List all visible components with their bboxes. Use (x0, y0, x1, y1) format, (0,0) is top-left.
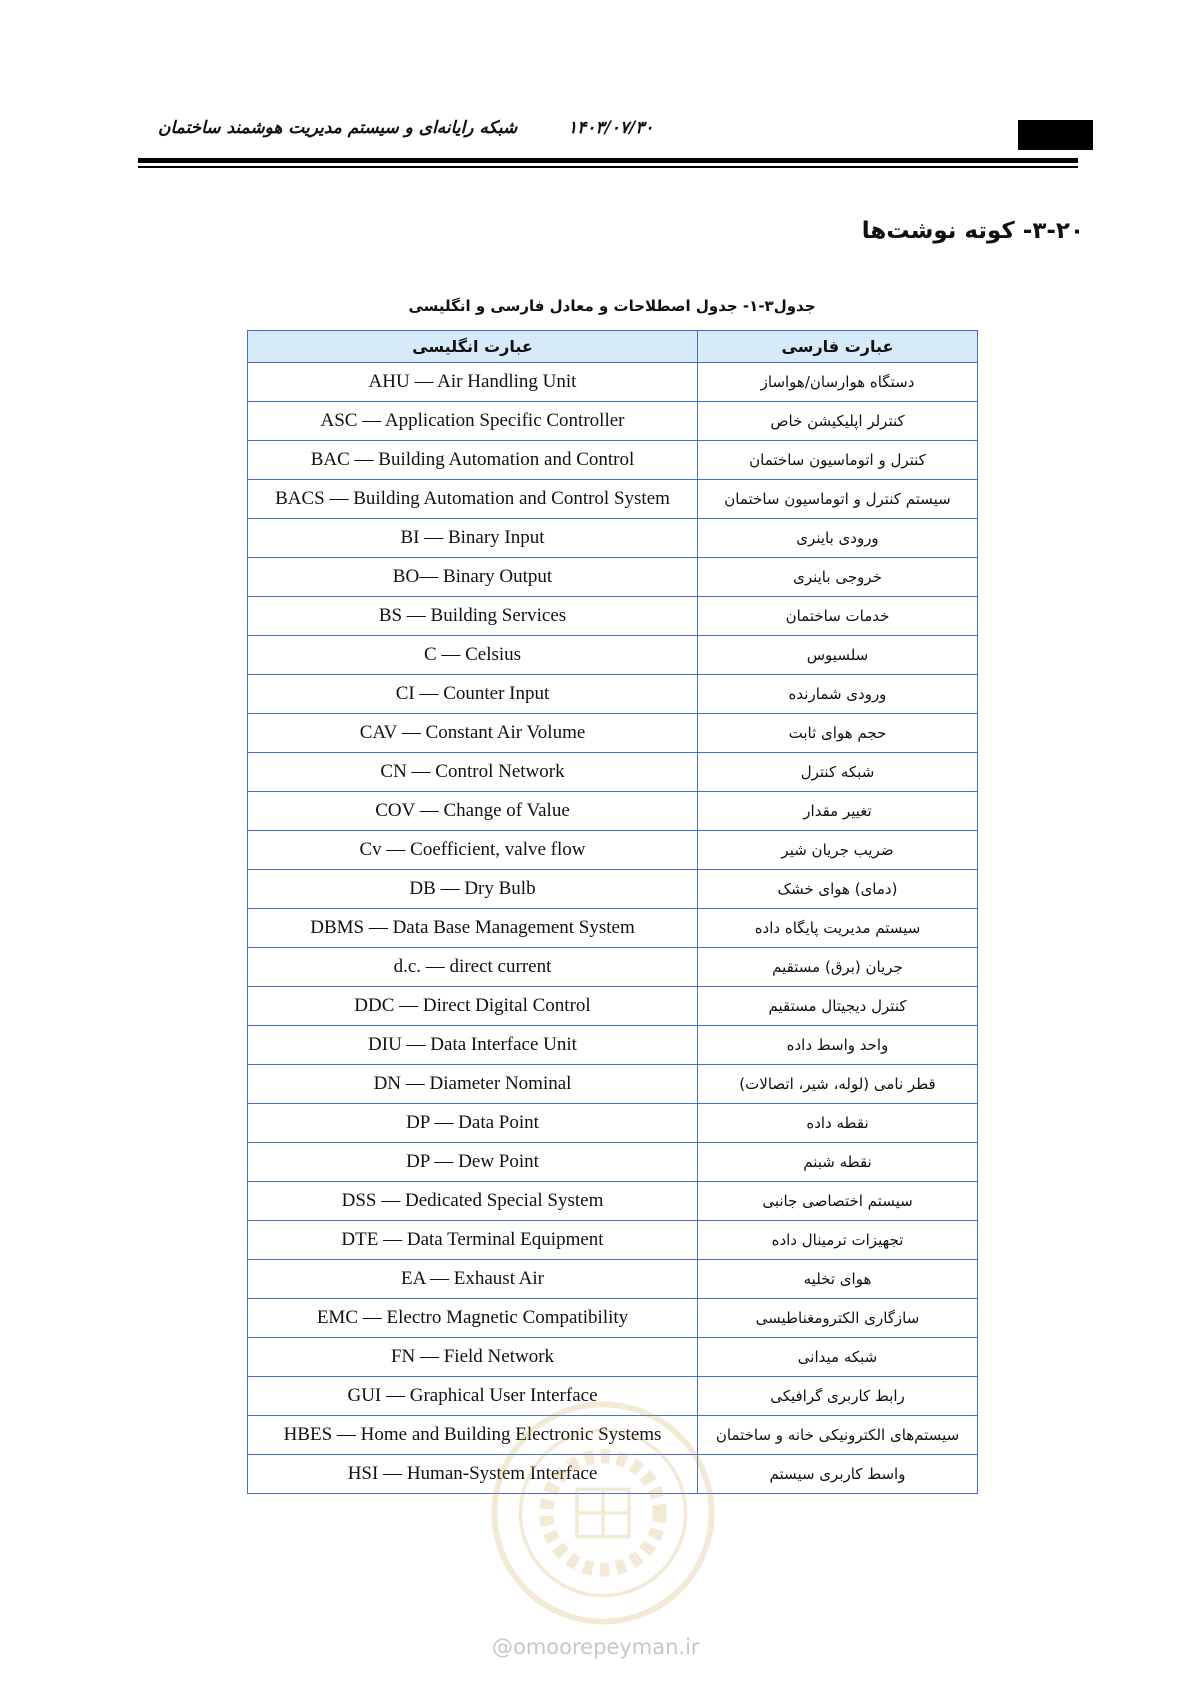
table-row (248, 1221, 978, 1260)
english-term-cell: CI — Counter Input (248, 675, 698, 714)
table-row (248, 870, 978, 909)
table-row (248, 909, 978, 948)
persian-term-cell: سیستم‌های الکترونیکی خانه و ساختمان (698, 1416, 978, 1455)
table-row (248, 519, 978, 558)
english-term-cell: C — Celsius (248, 636, 698, 675)
persian-term-cell: نقطه شبنم (698, 1143, 978, 1182)
persian-term-cell: واحد واسط داده (698, 1026, 978, 1065)
persian-term-cell: تغییر مقدار (698, 792, 978, 831)
table-row (248, 987, 978, 1026)
english-term-cell: DB — Dry Bulb (248, 870, 698, 909)
persian-term-cell: جریان (برق) مستقیم (698, 948, 978, 987)
section-heading: ۳-۲۰- کوته نوشت‌ها (861, 218, 1084, 244)
english-term-cell: AHU — Air Handling Unit (248, 363, 698, 402)
watermark-text: @omoorepeyman.ir (492, 1635, 700, 1659)
persian-term-cell: (دمای) هوای خشک (698, 870, 978, 909)
persian-term-cell: هوای تخلیه (698, 1260, 978, 1299)
page-header (138, 112, 1100, 146)
persian-term-cell: حجم هوای ثابت (698, 714, 978, 753)
english-term-cell: FN — Field Network (248, 1338, 698, 1377)
table-header-row (248, 331, 978, 363)
english-term-cell: CAV — Constant Air Volume (248, 714, 698, 753)
table-row (248, 948, 978, 987)
english-term-cell: BI — Binary Input (248, 519, 698, 558)
terms-table (247, 330, 978, 1494)
english-term-cell: BAC — Building Automation and Control (248, 441, 698, 480)
persian-term-cell: ضریب جریان شیر (698, 831, 978, 870)
persian-term-cell: تجهیزات ترمینال داده (698, 1221, 978, 1260)
header-title: شبکه رایانه‌ای و سیستم مدیریت هوشمند ساختمان (158, 118, 518, 138)
table-row (248, 480, 978, 519)
english-term-cell: DIU — Data Interface Unit (248, 1026, 698, 1065)
persian-term-cell: ورودی شمارنده (698, 675, 978, 714)
table-row (248, 558, 978, 597)
english-term-cell: BO— Binary Output (248, 558, 698, 597)
persian-term-cell: دستگاه هوارسان/هواساز (698, 363, 978, 402)
persian-term-cell: واسط کاربری سیستم (698, 1455, 978, 1494)
table-row (248, 1377, 978, 1416)
persian-term-cell: قطر نامی (لوله، شیر، اتصالات) (698, 1065, 978, 1104)
english-term-cell: Cv — Coefficient, valve flow (248, 831, 698, 870)
table-row (248, 753, 978, 792)
persian-term-cell: رابط کاربری گرافیکی (698, 1377, 978, 1416)
table-row (248, 363, 978, 402)
english-term-cell: HSI — Human-System Interface (248, 1455, 698, 1494)
table-row (248, 831, 978, 870)
persian-term-cell: خدمات ساختمان (698, 597, 978, 636)
header-rule-thin (138, 166, 1078, 168)
english-term-cell: CN — Control Network (248, 753, 698, 792)
english-term-cell: ASC — Application Specific Controller (248, 402, 698, 441)
english-term-cell: DBMS — Data Base Management System (248, 909, 698, 948)
persian-term-cell: ورودی باینری (698, 519, 978, 558)
table-row (248, 402, 978, 441)
table-row (248, 714, 978, 753)
table-row (248, 675, 978, 714)
table-row (248, 1299, 978, 1338)
english-term-cell: COV — Change of Value (248, 792, 698, 831)
header-rule-thick (138, 158, 1078, 163)
table-body (248, 363, 978, 1494)
table-row (248, 1455, 978, 1494)
table-row (248, 1338, 978, 1377)
table-row (248, 1260, 978, 1299)
persian-term-cell: کنترلر اپلیکیشن خاص (698, 402, 978, 441)
persian-term-cell: شبکه میدانی (698, 1338, 978, 1377)
table-row (248, 1416, 978, 1455)
persian-term-cell: شبکه کنترل (698, 753, 978, 792)
english-term-cell: DSS — Dedicated Special System (248, 1182, 698, 1221)
english-term-cell: DDC — Direct Digital Control (248, 987, 698, 1026)
table-row (248, 1026, 978, 1065)
english-term-cell: GUI — Graphical User Interface (248, 1377, 698, 1416)
column-header-english: عبارت انگلیسی (248, 331, 698, 363)
table-row (248, 636, 978, 675)
page-number-box (1018, 120, 1093, 150)
english-term-cell: DTE — Data Terminal Equipment (248, 1221, 698, 1260)
persian-term-cell: سلسیوس (698, 636, 978, 675)
english-term-cell: DN — Diameter Nominal (248, 1065, 698, 1104)
column-header-persian: عبارت فارسی (698, 331, 978, 363)
table-row (248, 1143, 978, 1182)
english-term-cell: BS — Building Services (248, 597, 698, 636)
english-term-cell: HBES — Home and Building Electronic Systems (248, 1416, 698, 1455)
table-row (248, 441, 978, 480)
english-term-cell: DP — Dew Point (248, 1143, 698, 1182)
table-row (248, 1104, 978, 1143)
english-term-cell: EA — Exhaust Air (248, 1260, 698, 1299)
table-row (248, 1065, 978, 1104)
persian-term-cell: سازگاری الکترومغناطیسی (698, 1299, 978, 1338)
persian-term-cell: سیستم کنترل و اتوماسیون ساختمان (698, 480, 978, 519)
persian-term-cell: خروجی باینری (698, 558, 978, 597)
persian-term-cell: سیستم اختصاصی جانبی (698, 1182, 978, 1221)
header-date: ۱۴۰۳/۰۷/۳۰ (568, 118, 654, 138)
table-caption: جدول۳-۱- جدول اصطلاحات و معادل فارسی و انگلیسی (408, 297, 816, 315)
english-term-cell: EMC — Electro Magnetic Compatibility (248, 1299, 698, 1338)
persian-term-cell: نقطه داده (698, 1104, 978, 1143)
persian-term-cell: سیستم مدیریت پایگاه داده (698, 909, 978, 948)
english-term-cell: DP — Data Point (248, 1104, 698, 1143)
english-term-cell: BACS — Building Automation and Control System (248, 480, 698, 519)
table-row (248, 1182, 978, 1221)
persian-term-cell: کنترل و اتوماسیون ساختمان (698, 441, 978, 480)
table-row (248, 597, 978, 636)
english-term-cell: d.c. — direct current (248, 948, 698, 987)
persian-term-cell: کنترل دیجیتال مستقیم (698, 987, 978, 1026)
table-row (248, 792, 978, 831)
